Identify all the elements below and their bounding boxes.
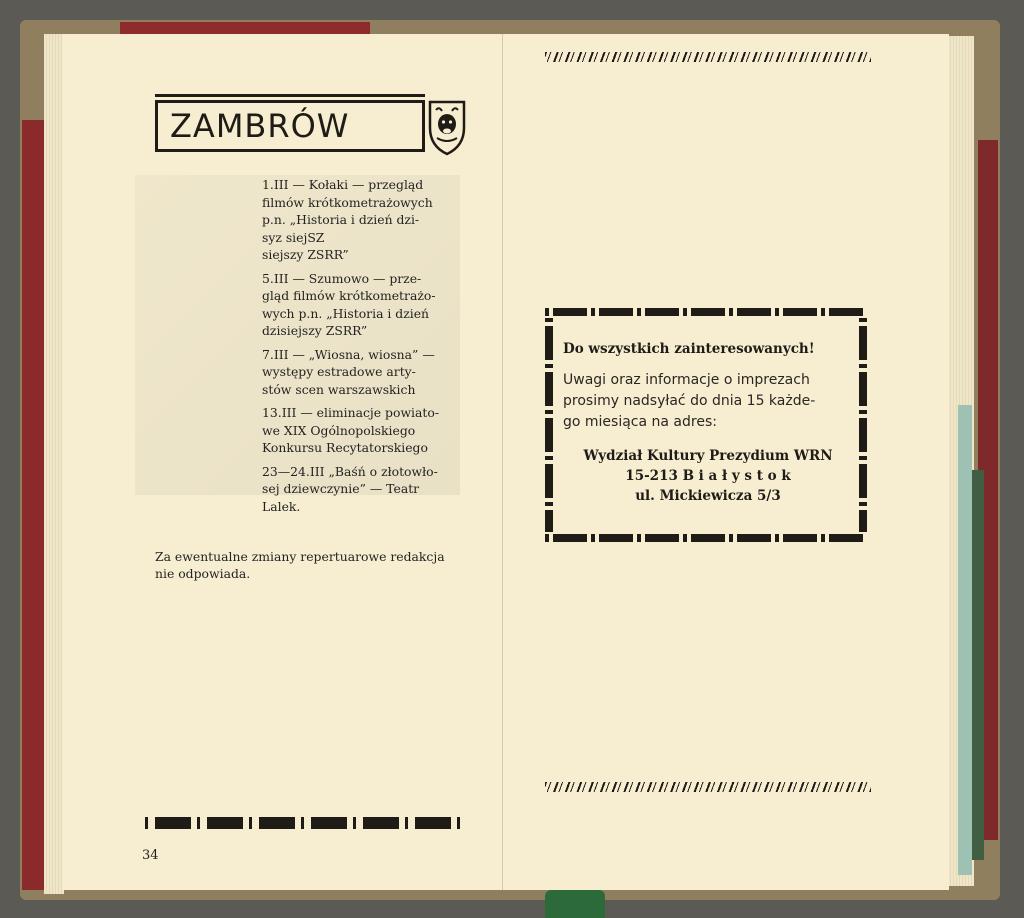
green-page-tab (972, 470, 984, 860)
event-text: we XIX Ogólnopolskiego (262, 422, 416, 438)
event-list (262, 176, 470, 521)
event-text: dzisiejszy ZSRR” (262, 323, 368, 338)
event-text: 1.III — Kołaki — przegląd (262, 177, 424, 192)
page-title: ZAMBRÓW (170, 107, 350, 145)
event-item (262, 404, 470, 457)
event-text: p.n. „Historia i dzień dzi- (262, 212, 420, 227)
bookmark-ribbon (545, 890, 605, 918)
title-top-rule (155, 94, 425, 97)
note-line: Za ewentualne zmiany repertuarowe redakcja (155, 549, 445, 564)
event-text: gląd filmów krótkometrażo- (262, 288, 436, 303)
frame-border-right (859, 318, 867, 532)
notice-body-line: prosimy nadsyłać do dnia 15 każde- (563, 393, 816, 409)
notice-address (563, 446, 853, 506)
address-line: ul. Mickiewicza 5/3 (635, 488, 781, 504)
ornament-top (545, 52, 871, 62)
event-item (262, 176, 470, 264)
notice-heading: Do wszystkich zainteresowanych! (563, 341, 815, 357)
event-text: Lalek. (262, 498, 301, 514)
frame-border-bottom (545, 534, 867, 542)
page-title-box (155, 100, 425, 152)
frame-border-top (545, 308, 867, 316)
event-text: sej dziewczynie” — Teatr (262, 481, 420, 496)
ornament-bottom (545, 782, 871, 792)
decorative-rule-bottom-left (145, 817, 465, 829)
event-text: siejszy ZSRR” (262, 247, 349, 262)
page-number: 34 (142, 848, 159, 863)
left-page-edges (44, 34, 64, 894)
event-item (262, 270, 470, 340)
disclaimer-note (155, 548, 475, 582)
event-item (262, 463, 470, 516)
address-line: Wydział Kultury Prezydium WRN (583, 448, 833, 464)
frame-border-left (545, 318, 553, 532)
event-text: filmów krótkometrażowych (262, 194, 433, 210)
event-text: wych p.n. „Historia i dzień (262, 305, 430, 321)
event-text: 5.III — Szumowo — prze- (262, 270, 422, 286)
notice-body-line: Uwagi oraz informacje o imprezach (563, 372, 810, 388)
teal-page-tab (958, 405, 972, 875)
event-text: 7.III — „Wiosna, wiosna” — (262, 346, 435, 362)
address-line: 15-213 B i a ł y s t o k (625, 468, 791, 484)
event-text: 13.III — eliminacje powiato- (262, 405, 440, 420)
event-text: syz siejSZ (262, 229, 325, 245)
event-item (262, 346, 470, 399)
event-text: 23—24.III „Baśń o złotowło- (262, 463, 438, 479)
event-text: występy estradowe arty- (262, 364, 416, 379)
event-text: Konkursu Recytatorskiego (262, 440, 428, 455)
coat-of-arms-icon (427, 98, 467, 156)
note-line: nie odpowiada. (155, 566, 251, 581)
notice-body (563, 370, 850, 433)
event-text: stów scen warszawskich (262, 381, 416, 397)
notice-body-line: go miesiąca na adres: (563, 414, 717, 430)
